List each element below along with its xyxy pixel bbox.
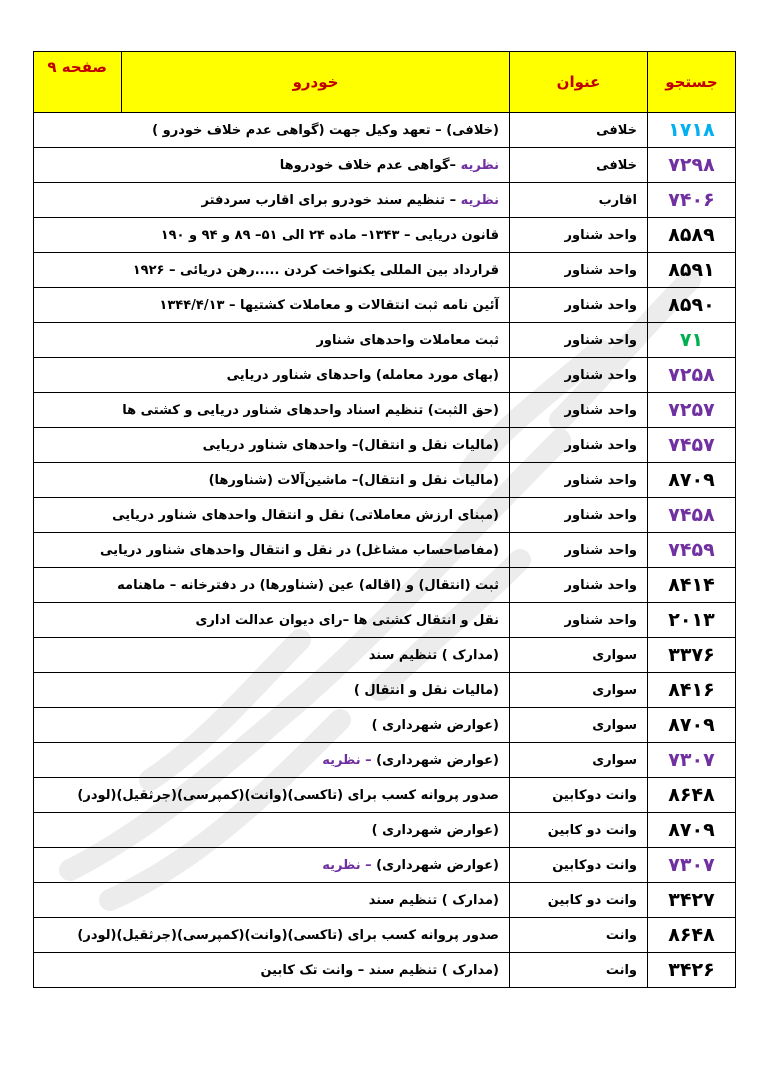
row-description [34,323,510,358]
row-category: واحد شناور [510,498,648,533]
row-category: سواری [510,673,648,708]
row-description [34,568,510,603]
row-category: وانت دوکابین [510,778,648,813]
table-row [34,883,736,918]
row-text: (خلافی) – تعهد وکیل جهت (گواهی عدم خلاف خودرو ) [152,122,499,138]
row-code: ۷۴۵۷ [648,428,736,463]
row-code: ۸۴۱۶ [648,673,736,708]
table-row [34,673,736,708]
row-category: وانت دو کابین [510,883,648,918]
row-text: صدور پروانه کسب برای (تاکسی)(وانت)(کمپرسی)(جرثقیل)(لودر) [77,787,499,803]
row-description [34,253,510,288]
row-description [34,428,510,463]
row-code: ۸۶۴۸ [648,778,736,813]
row-description [34,673,510,708]
row-category: وانت دوکابین [510,848,648,883]
table-row [34,253,736,288]
row-category: خلافی [510,113,648,148]
table-row [34,953,736,988]
row-category: وانت دو کابین [510,813,648,848]
row-description [34,183,510,218]
table-row [34,533,736,568]
row-text: (مدارک ) تنظیم سند – وانت تک کابین [260,962,499,978]
row-code: ۸۵۹۰ [648,288,736,323]
row-category: وانت [510,918,648,953]
table-row [34,113,736,148]
row-text: (مفاصاحساب مشاغل) در نقل و انتقال واحدهای شناور دریایی [100,542,499,558]
row-description [34,883,510,918]
row-description [34,603,510,638]
row-description [34,778,510,813]
row-text: (مالیات نقل و انتقال ) [353,682,499,698]
row-description [34,848,510,883]
row-category: واحد شناور [510,288,648,323]
row-prefix: (عوارض شهرداری) [371,857,499,873]
row-description [34,218,510,253]
row-category: واحد شناور [510,323,648,358]
row-text: (مدارک ) تنظیم سند [368,892,499,908]
row-code: ۸۵۸۹ [648,218,736,253]
row-highlight: نظریه [460,192,499,208]
table-row [34,183,736,218]
row-code: ۳۴۲۷ [648,883,736,918]
row-description [34,918,510,953]
table-row [34,603,736,638]
row-code: ۷۴۰۶ [648,183,736,218]
table-row [34,148,736,183]
header-page-number: صفحه ۹ [34,52,122,113]
row-description [34,638,510,673]
row-highlight: – نظریه [322,752,372,768]
row-highlight: – نظریه [322,857,372,873]
table-row [34,743,736,778]
row-text: صدور پروانه کسب برای (تاکسی)(وانت)(کمپرسی)(جرثقیل)(لودر) [77,927,499,943]
row-code: ۷۲۹۸ [648,148,736,183]
row-description [34,533,510,568]
row-category: اقارب [510,183,648,218]
row-category: وانت [510,953,648,988]
row-code: ۸۷۰۹ [648,463,736,498]
row-code: ۸۴۱۴ [648,568,736,603]
table-row [34,498,736,533]
table-row [34,428,736,463]
table-row [34,393,736,428]
table-row [34,813,736,848]
row-code: ۸۶۴۸ [648,918,736,953]
row-text: آئین نامه ثبت انتقالات و معاملات کشتیها – ۱۳۴۴/۴/۱۳ [159,297,499,313]
table-row [34,568,736,603]
table-row [34,778,736,813]
row-category: واحد شناور [510,603,648,638]
row-category: واحد شناور [510,533,648,568]
row-category: واحد شناور [510,568,648,603]
row-description [34,148,510,183]
table-row [34,708,736,743]
row-text: نقل و انتقال کشتی ها –رای دیوان عدالت اداری [195,612,499,628]
row-category: واحد شناور [510,428,648,463]
row-text: (مبنای ارزش معاملاتی) نقل و انتقال واحدهای شناور دریایی [112,507,499,523]
row-description [34,708,510,743]
row-text: – تنظیم سند خودرو برای اقارب سردفتر [201,192,461,208]
row-code: ۸۵۹۱ [648,253,736,288]
row-description [34,288,510,323]
row-category: واحد شناور [510,253,648,288]
row-code: ۷۴۵۹ [648,533,736,568]
row-category: واحد شناور [510,463,648,498]
row-text: (عوارض شهرداری ) [371,717,499,733]
row-code: ۷۲۵۸ [648,358,736,393]
row-code: ۷۲۵۷ [648,393,736,428]
row-category: واحد شناور [510,218,648,253]
header-search: جستجو [648,52,736,113]
row-text: ثبت (انتقال) و (اقاله) عین (شناورها) در دفترخانه – ماهنامه [117,577,499,593]
row-text: (بهای مورد معامله) واحدهای شناور دریایی [226,367,499,383]
row-description [34,498,510,533]
table-row [34,323,736,358]
row-text: (مالیات نقل و انتقال)– واحدهای شناور دریایی [202,437,499,453]
row-text: –گواهی عدم خلاف خودروها [279,157,461,173]
table-row [34,218,736,253]
header-row [34,52,736,113]
row-category: سواری [510,638,648,673]
table-row [34,918,736,953]
row-description [34,358,510,393]
row-description [34,393,510,428]
row-description [34,813,510,848]
row-category: سواری [510,708,648,743]
table-row [34,358,736,393]
row-description [34,953,510,988]
row-code: ۸۷۰۹ [648,708,736,743]
row-text: (مدارک ) تنظیم سند [368,647,499,663]
row-category: واحد شناور [510,358,648,393]
row-category: واحد شناور [510,393,648,428]
row-text: (عوارض شهرداری ) [371,822,499,838]
row-code: ۷۳۰۷ [648,743,736,778]
row-code: ۳۳۷۶ [648,638,736,673]
row-code: ۷۱ [648,323,736,358]
row-text: قرارداد بین المللی یکنواخت کردن .....رهن دریائی – ۱۹۲۶ [132,262,499,278]
row-category: خلافی [510,148,648,183]
row-text: ثبت معاملات واحدهای شناور [316,332,499,348]
table-row [34,288,736,323]
table-row [34,848,736,883]
header-topic: خودرو [122,52,510,113]
row-code: ۷۴۵۸ [648,498,736,533]
header-title-column: عنوان [510,52,648,113]
row-text: (مالیات نقل و انتقال)– ماشین‌آلات (شناورها) [208,472,499,488]
index-table [33,51,736,988]
row-code: ۱۷۱۸ [648,113,736,148]
row-text: قانون دریایی – ۱۳۴۳– ماده ۲۴ الی ۵۱– ۸۹ و ۹۴ و ۱۹۰ [160,227,499,243]
table-row [34,463,736,498]
row-code: ۷۳۰۷ [648,848,736,883]
row-prefix: (عوارض شهرداری) [371,752,499,768]
row-category: سواری [510,743,648,778]
table-row [34,638,736,673]
row-description [34,463,510,498]
row-description [34,743,510,778]
row-code: ۳۴۲۶ [648,953,736,988]
row-code: ۸۷۰۹ [648,813,736,848]
row-text: (حق الثبت) تنظیم اسناد واحدهای شناور دریایی و کشتی ها [122,402,499,418]
row-code: ۲۰۱۳ [648,603,736,638]
row-description [34,113,510,148]
row-highlight: نظریه [460,157,499,173]
